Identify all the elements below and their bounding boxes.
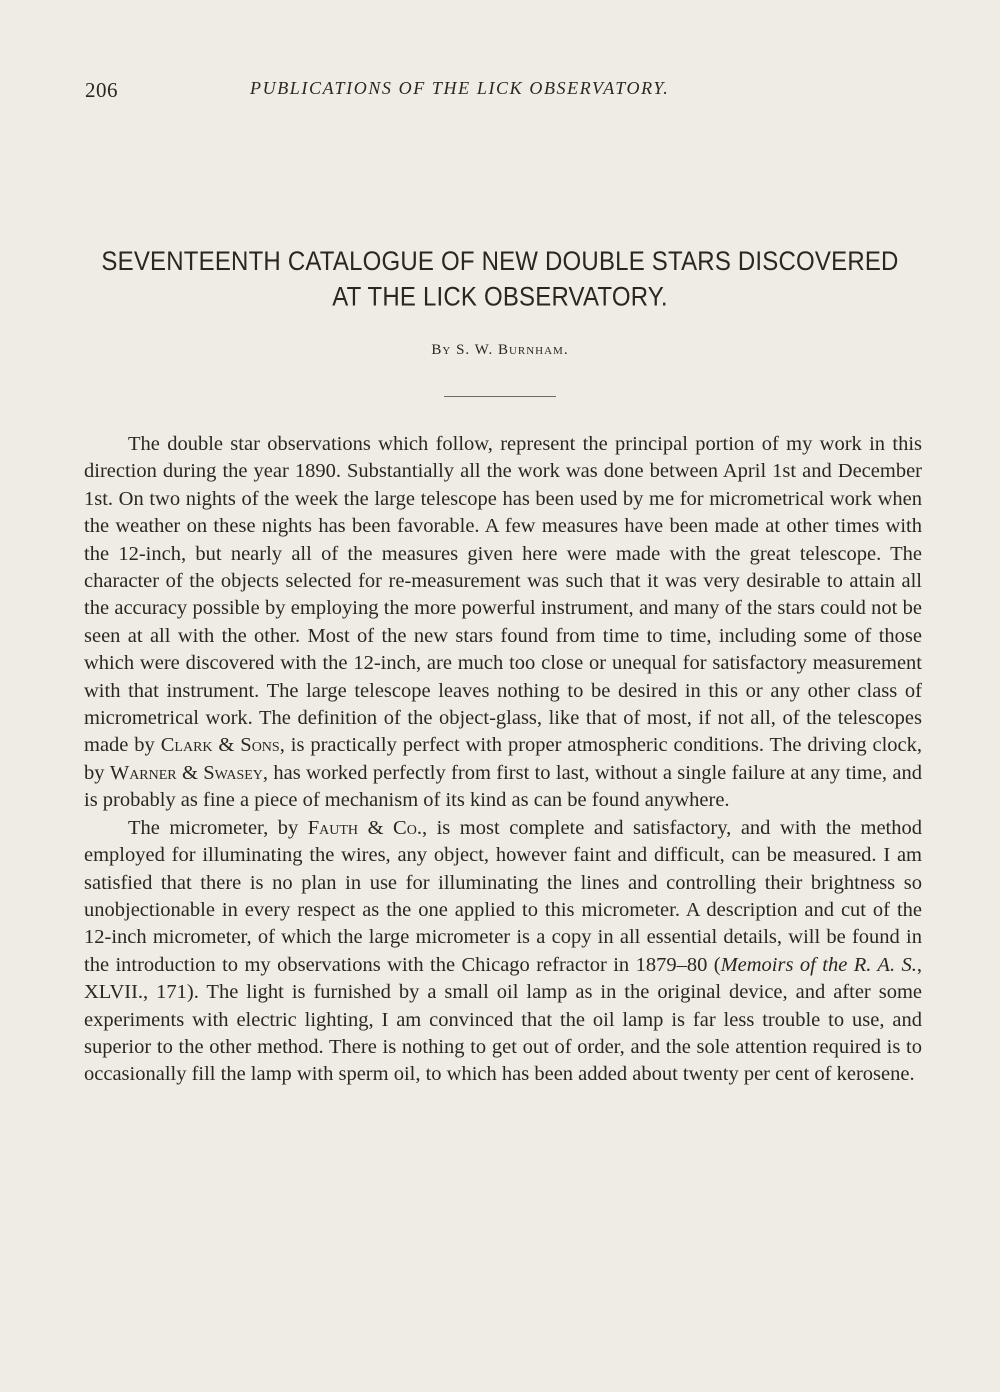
page-number: 206 <box>85 78 118 102</box>
paragraph-2-text-a: The micrometer, by <box>128 816 308 839</box>
article-title <box>60 244 940 316</box>
paragraph-1-text-c: , has worked perfectly from first to last, without a single failure at any time, and is probably as fine a piece of mechanism of its kind as can be found anywhere. <box>84 761 922 812</box>
article-title-line-2: AT THE LICK OBSERVATORY. <box>332 282 668 313</box>
running-title: PUBLICATIONS OF THE LICK OBSERVATORY. <box>250 78 670 98</box>
paragraph-1-text-a: The double star observations which follow, represent the principal portion of my work in this direction during the year 1890. Substantially all the work was done between April 1st and December 1st. On two nights of the week the large telescope has been used by me for micrometrical work when the weather on these nights has been favorable. A few measures have been made at other times with the 12-inch, but nearly all of the measures given here were made with the great telescope. The character of the objects selected for re-measurement was such that it was very desirable to attain all the accuracy possible by employing the more powerful instrument, and many of the stars could not be seen at all with the other. Most of the new stars found from time to time, including some of those which were discovered with the 12-inch, are much too close or unequal for satisfactory measurement with that instrument. The large telescope leaves nothing to be desired in this or any other class of micrometrical work. The definition of the object-glass, like that of most, if not all, of the telescopes made by <box>84 433 922 757</box>
running-head <box>85 78 925 108</box>
maker-name-fauth: Fauth & Co. <box>307 816 422 839</box>
article-body <box>84 431 922 1089</box>
paragraph-2-text-b: , is most complete and satisfactory, and with the method employed for illuminating the wires, any object, however faint and difficult, can be measured. I am satisfied that there is no plan in use for illuminating the lines and controlling their brightness so unobjectionable in every respect as the one applied to this micrometer. A description and cut of the 12-inch micrometer, of which the large micrometer is a copy in all essential details, will be found in the introduction to my observations with the Chicago refractor in 1879–80 ( <box>84 816 922 976</box>
paragraph-2 <box>84 815 922 1089</box>
paragraph-1-text-b: , is practically perfect with proper atmospheric conditions. The driving clock, by <box>84 734 923 784</box>
citation-title: Memoirs of the R. A. S. <box>720 953 917 976</box>
maker-name-warner: Warner & Swasey <box>109 761 263 784</box>
paragraph-2-text-c: , XLVII., 171). The light is furnished by a small oil lamp as in the original device, and after some experiments with electric lighting, I am convinced that the oil lamp is far less trouble to use, and superior to the other method. There is nothing to get out of order, and the sole attention required is to occasionally fill the lamp with sperm oil, to which has been added about twenty per cent of kerosene. <box>84 953 922 1086</box>
article-title-line-1: SEVENTEENTH CATALOGUE OF NEW DOUBLE STARS DISCOVERED <box>101 246 899 277</box>
paragraph-1 <box>84 431 922 815</box>
section-divider <box>444 396 556 397</box>
author-byline: By S. W. Burnham. <box>431 342 569 358</box>
maker-name-clark: Clark & Sons <box>160 734 280 757</box>
